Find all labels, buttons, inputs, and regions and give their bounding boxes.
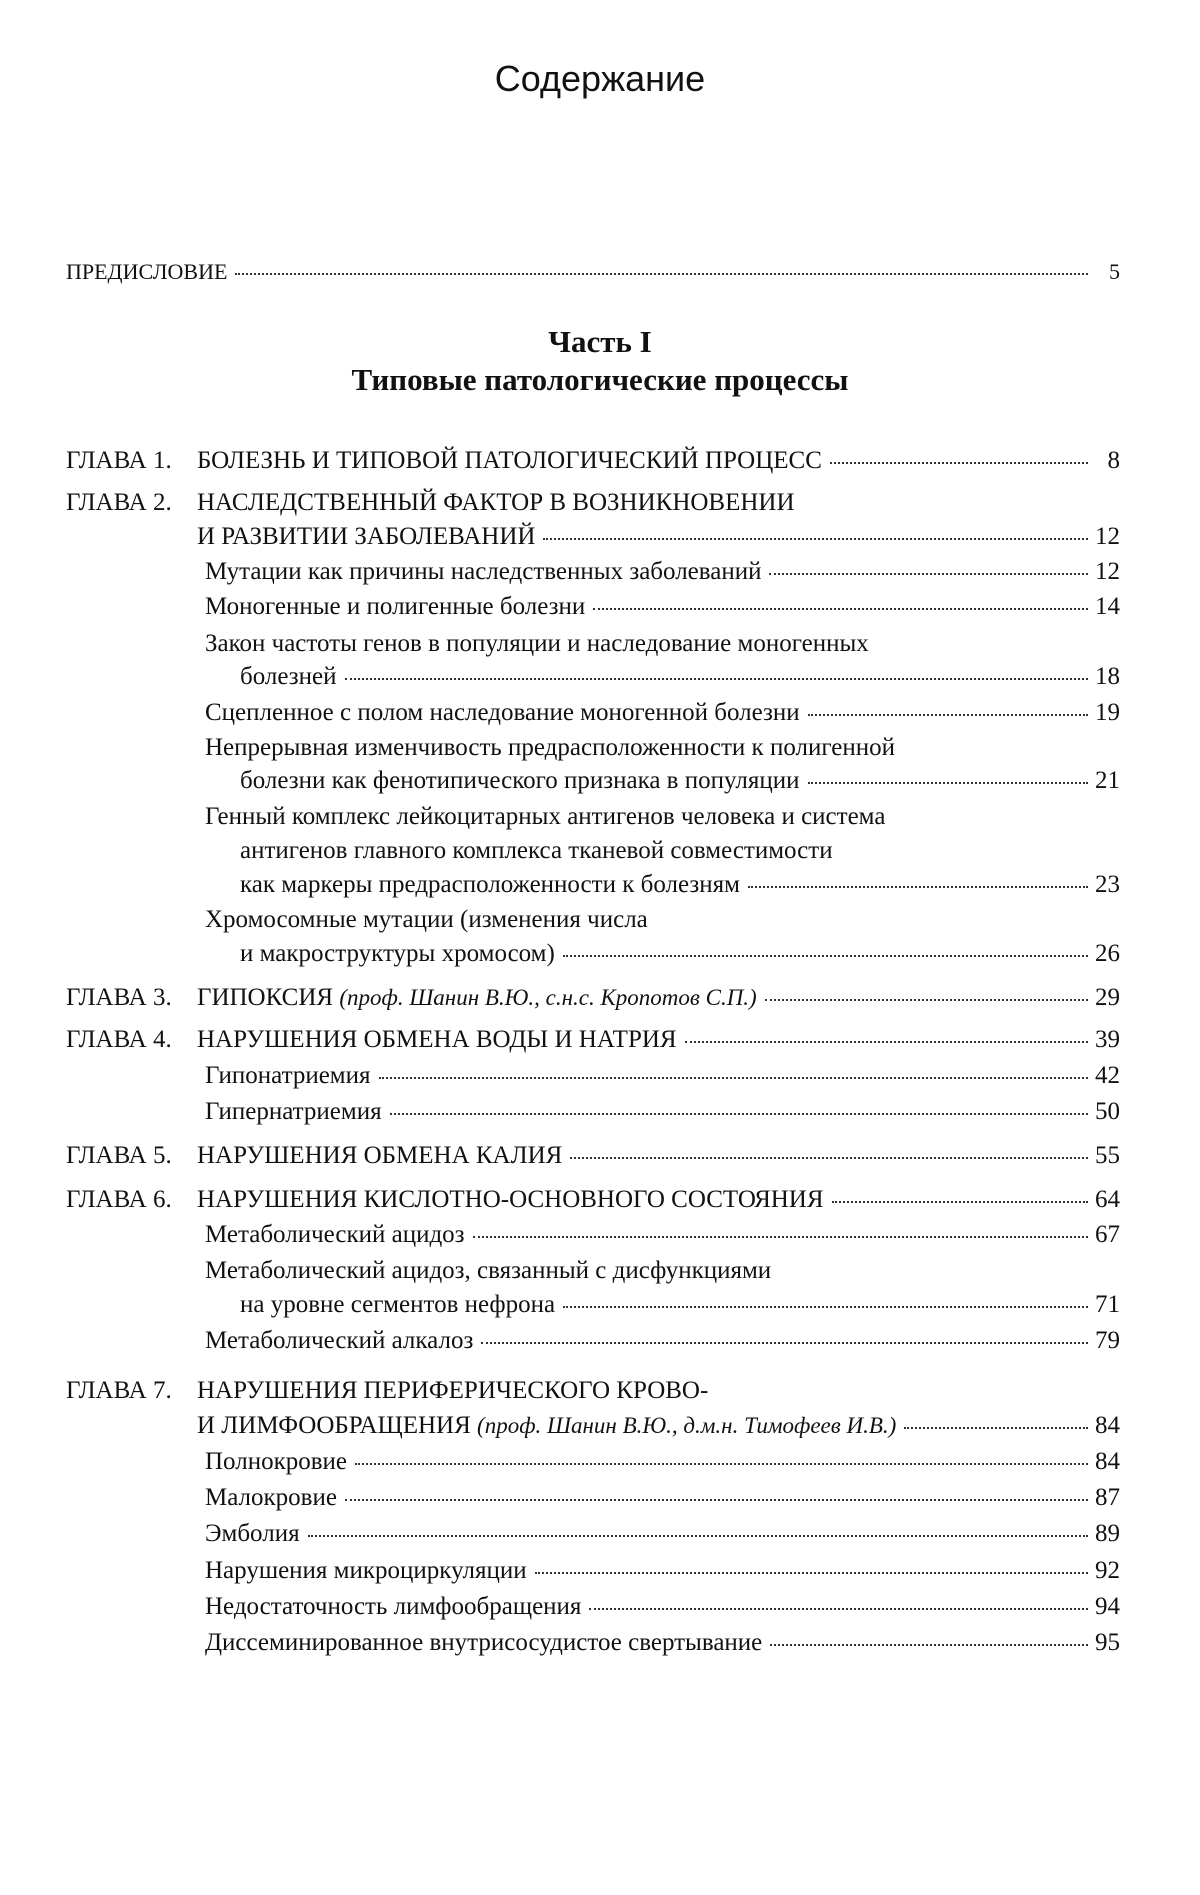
- toc-entry-section: [205, 1519, 1120, 1549]
- toc-entry-section: [205, 1326, 1120, 1356]
- toc-page-number: 50: [1095, 1098, 1120, 1125]
- toc-entry-label: как маркеры предрасположенности к болезням: [240, 871, 740, 898]
- toc-entry-chapter-6: [197, 1185, 1120, 1215]
- page-title: Содержание: [494, 58, 706, 99]
- toc-page-number: 84: [1095, 1412, 1120, 1439]
- toc-entry-label: ПРЕДИСЛОВИЕ: [66, 259, 228, 284]
- toc-entry-section: [205, 1220, 1120, 1250]
- toc-entry-label: Сцепленное с полом наследование моногенной болезни: [205, 699, 800, 726]
- dot-leader: [235, 273, 1088, 275]
- part-number: Часть I: [548, 324, 652, 359]
- toc-entry-label: Хромосомные мутации (изменения числа: [205, 906, 648, 933]
- dot-leader: [473, 1236, 1088, 1238]
- dot-leader: [345, 1499, 1088, 1501]
- toc-entry-section: [205, 1592, 1120, 1622]
- chapter-number: ГЛАВА 2.: [66, 489, 172, 516]
- toc-page-number: 14: [1095, 593, 1120, 620]
- chapter-number: ГЛАВА 4.: [66, 1026, 172, 1053]
- toc-entry-section: [240, 939, 1120, 969]
- toc-entry-label: ГИПОКСИЯ: [197, 984, 334, 1011]
- toc-page-number: 64: [1095, 1186, 1120, 1213]
- toc-entry-label: НАРУШЕНИЯ ОБМЕНА КАЛИЯ: [197, 1142, 563, 1169]
- dot-leader: [543, 538, 1088, 540]
- toc-page-number: 92: [1095, 1557, 1120, 1584]
- toc-page-number: 42: [1095, 1062, 1120, 1089]
- toc-entry-section: [240, 662, 1120, 692]
- toc-entry-label: Непрерывная изменчивость предрасположенности к полигенной: [205, 734, 896, 761]
- toc-entry-label: НАСЛЕДСТВЕННЫЙ ФАКТОР В ВОЗНИКНОВЕНИИ: [197, 489, 795, 516]
- dot-leader: [308, 1535, 1088, 1537]
- dot-leader: [379, 1077, 1089, 1079]
- toc-page-number: 94: [1095, 1593, 1120, 1620]
- dot-leader: [589, 1608, 1088, 1610]
- toc-entry-section: [205, 1097, 1120, 1127]
- toc-entry-section: [205, 592, 1120, 622]
- toc-page-number: 79: [1095, 1327, 1120, 1354]
- toc-entry-section: [240, 766, 1120, 796]
- toc-entry-preface: [66, 257, 1120, 287]
- toc-page-number: 19: [1095, 699, 1120, 726]
- toc-entry-label: Генный комплекс лейкоцитарных антигенов человека и система: [205, 803, 886, 830]
- toc-entry-section: [205, 1447, 1120, 1477]
- toc-entry-label: на уровне сегментов нефрона: [240, 1291, 556, 1318]
- toc-page-number: 23: [1095, 871, 1120, 898]
- toc-page-number: 8: [1107, 447, 1120, 474]
- dot-leader: [535, 1572, 1088, 1574]
- chapter-number: ГЛАВА 7.: [66, 1377, 172, 1404]
- dot-leader: [563, 955, 1088, 957]
- dot-leader: [832, 1201, 1088, 1203]
- toc-entry-label: БОЛЕЗНЬ И ТИПОВОЙ ПАТОЛОГИЧЕСКИЙ ПРОЦЕСС: [197, 447, 822, 474]
- toc-page-number: 55: [1095, 1142, 1120, 1169]
- toc-entry-label: и макроструктуры хромосом): [240, 940, 555, 967]
- toc-page-number: 87: [1095, 1484, 1120, 1511]
- toc-entry-label: Диссеминированное внутрисосудистое свертывание: [205, 1629, 763, 1656]
- toc-entry-chapter-2: [197, 522, 1120, 552]
- toc-entry-label: Метаболический алкалоз: [205, 1327, 474, 1354]
- toc-page-number: 29: [1095, 984, 1120, 1011]
- toc-entry-section: [240, 870, 1120, 900]
- toc-entry-label: Гипонатриемия: [205, 1062, 371, 1089]
- toc-entry-label: болезней: [240, 663, 337, 690]
- toc-entry-label: Малокровие: [205, 1484, 337, 1511]
- toc-page-number: 39: [1095, 1026, 1120, 1053]
- toc-entry-label: антигенов главного комплекса тканевой совместимости: [240, 837, 833, 864]
- toc-entry-label: Полнокровие: [205, 1448, 348, 1475]
- dot-leader: [685, 1041, 1088, 1043]
- toc-entry-chapter-3: [197, 983, 1120, 1013]
- toc-entry-label: НАРУШЕНИЯ ПЕРИФЕРИЧЕСКОГО КРОВО-: [197, 1377, 709, 1404]
- toc-page-number: 67: [1095, 1221, 1120, 1248]
- toc-entry-label: Метаболический ацидоз: [205, 1221, 465, 1248]
- toc-entry-section: [205, 1483, 1120, 1513]
- part-title: Типовые патологические процессы: [351, 362, 849, 397]
- dot-leader: [481, 1342, 1088, 1344]
- toc-entry-label: Эмболия: [205, 1520, 300, 1547]
- dot-leader: [765, 999, 1088, 1001]
- dot-leader: [570, 1157, 1088, 1159]
- dot-leader: [808, 714, 1088, 716]
- dot-leader: [770, 1644, 1088, 1646]
- toc-entry-section: [205, 698, 1120, 728]
- dot-leader: [769, 573, 1088, 575]
- dot-leader: [355, 1463, 1088, 1465]
- toc-entry-section: [205, 557, 1120, 587]
- toc-entry-chapter-4: [197, 1025, 1120, 1055]
- dot-leader: [748, 886, 1088, 888]
- toc-entry-chapter-5: [197, 1141, 1120, 1171]
- dot-leader: [830, 462, 1088, 464]
- toc-entry-label: Недостаточность лимфообращения: [205, 1593, 582, 1620]
- toc-page-number: 84: [1095, 1448, 1120, 1475]
- chapter-number: ГЛАВА 1.: [66, 447, 172, 474]
- toc-entry-label: Нарушения микроциркуляции: [205, 1557, 527, 1584]
- dot-leader: [563, 1306, 1088, 1308]
- toc-page-number: 21: [1095, 767, 1120, 794]
- dot-leader: [345, 678, 1089, 680]
- dot-leader: [390, 1113, 1088, 1115]
- chapter-number: ГЛАВА 5.: [66, 1142, 172, 1169]
- toc-entry-label: И РАЗВИТИИ ЗАБОЛЕВАНИЙ: [197, 523, 536, 550]
- toc-entry-label: Гипернатриемия: [205, 1098, 382, 1125]
- toc-entry-section: [240, 1290, 1120, 1320]
- chapter-number: ГЛАВА 6.: [66, 1186, 172, 1213]
- toc-entry-label: Моногенные и полигенные болезни: [205, 593, 586, 620]
- toc-entry-chapter-7: [197, 1411, 1120, 1441]
- toc-page-number: 12: [1095, 558, 1120, 585]
- toc-entry-section: [205, 1556, 1120, 1586]
- toc-page-number: 26: [1095, 940, 1120, 967]
- toc-entry-label: болезни как фенотипического признака в популяции: [240, 767, 800, 794]
- toc-entry-label: Закон частоты генов в популяции и наследование моногенных: [205, 630, 869, 657]
- toc-entry-label: НАРУШЕНИЯ ОБМЕНА ВОДЫ И НАТРИЯ: [197, 1026, 677, 1053]
- toc-entry-chapter-1: [197, 446, 1120, 476]
- dot-leader: [593, 608, 1088, 610]
- toc-page-number: 5: [1109, 259, 1120, 284]
- toc-page-number: 95: [1095, 1629, 1120, 1656]
- dot-leader: [904, 1427, 1088, 1429]
- toc-entry-label: Метаболический ацидоз, связанный с дисфункциями: [205, 1257, 772, 1284]
- chapter-authors: (проф. Шанин В.Ю., с.н.с. Кропотов С.П.): [339, 985, 757, 1010]
- toc-page-number: 71: [1095, 1291, 1120, 1318]
- chapter-authors: (проф. Шанин В.Ю., д.м.н. Тимофеев И.В.): [477, 1413, 897, 1438]
- toc-entry-label: НАРУШЕНИЯ КИСЛОТНО-ОСНОВНОГО СОСТОЯНИЯ: [197, 1186, 824, 1213]
- toc-page-number: 12: [1095, 523, 1120, 550]
- part-heading: [0, 323, 1200, 399]
- chapter-number: ГЛАВА 3.: [66, 984, 172, 1011]
- toc-entry-section: [205, 1061, 1120, 1091]
- dot-leader: [808, 782, 1088, 784]
- toc-page-number: 89: [1095, 1520, 1120, 1547]
- toc-entry-label: И ЛИМФООБРАЩЕНИЯ: [197, 1412, 471, 1439]
- toc-entry-section: [205, 1628, 1120, 1658]
- toc-entry-label: Мутации как причины наследственных заболеваний: [205, 558, 762, 585]
- toc-page-number: 18: [1095, 663, 1120, 690]
